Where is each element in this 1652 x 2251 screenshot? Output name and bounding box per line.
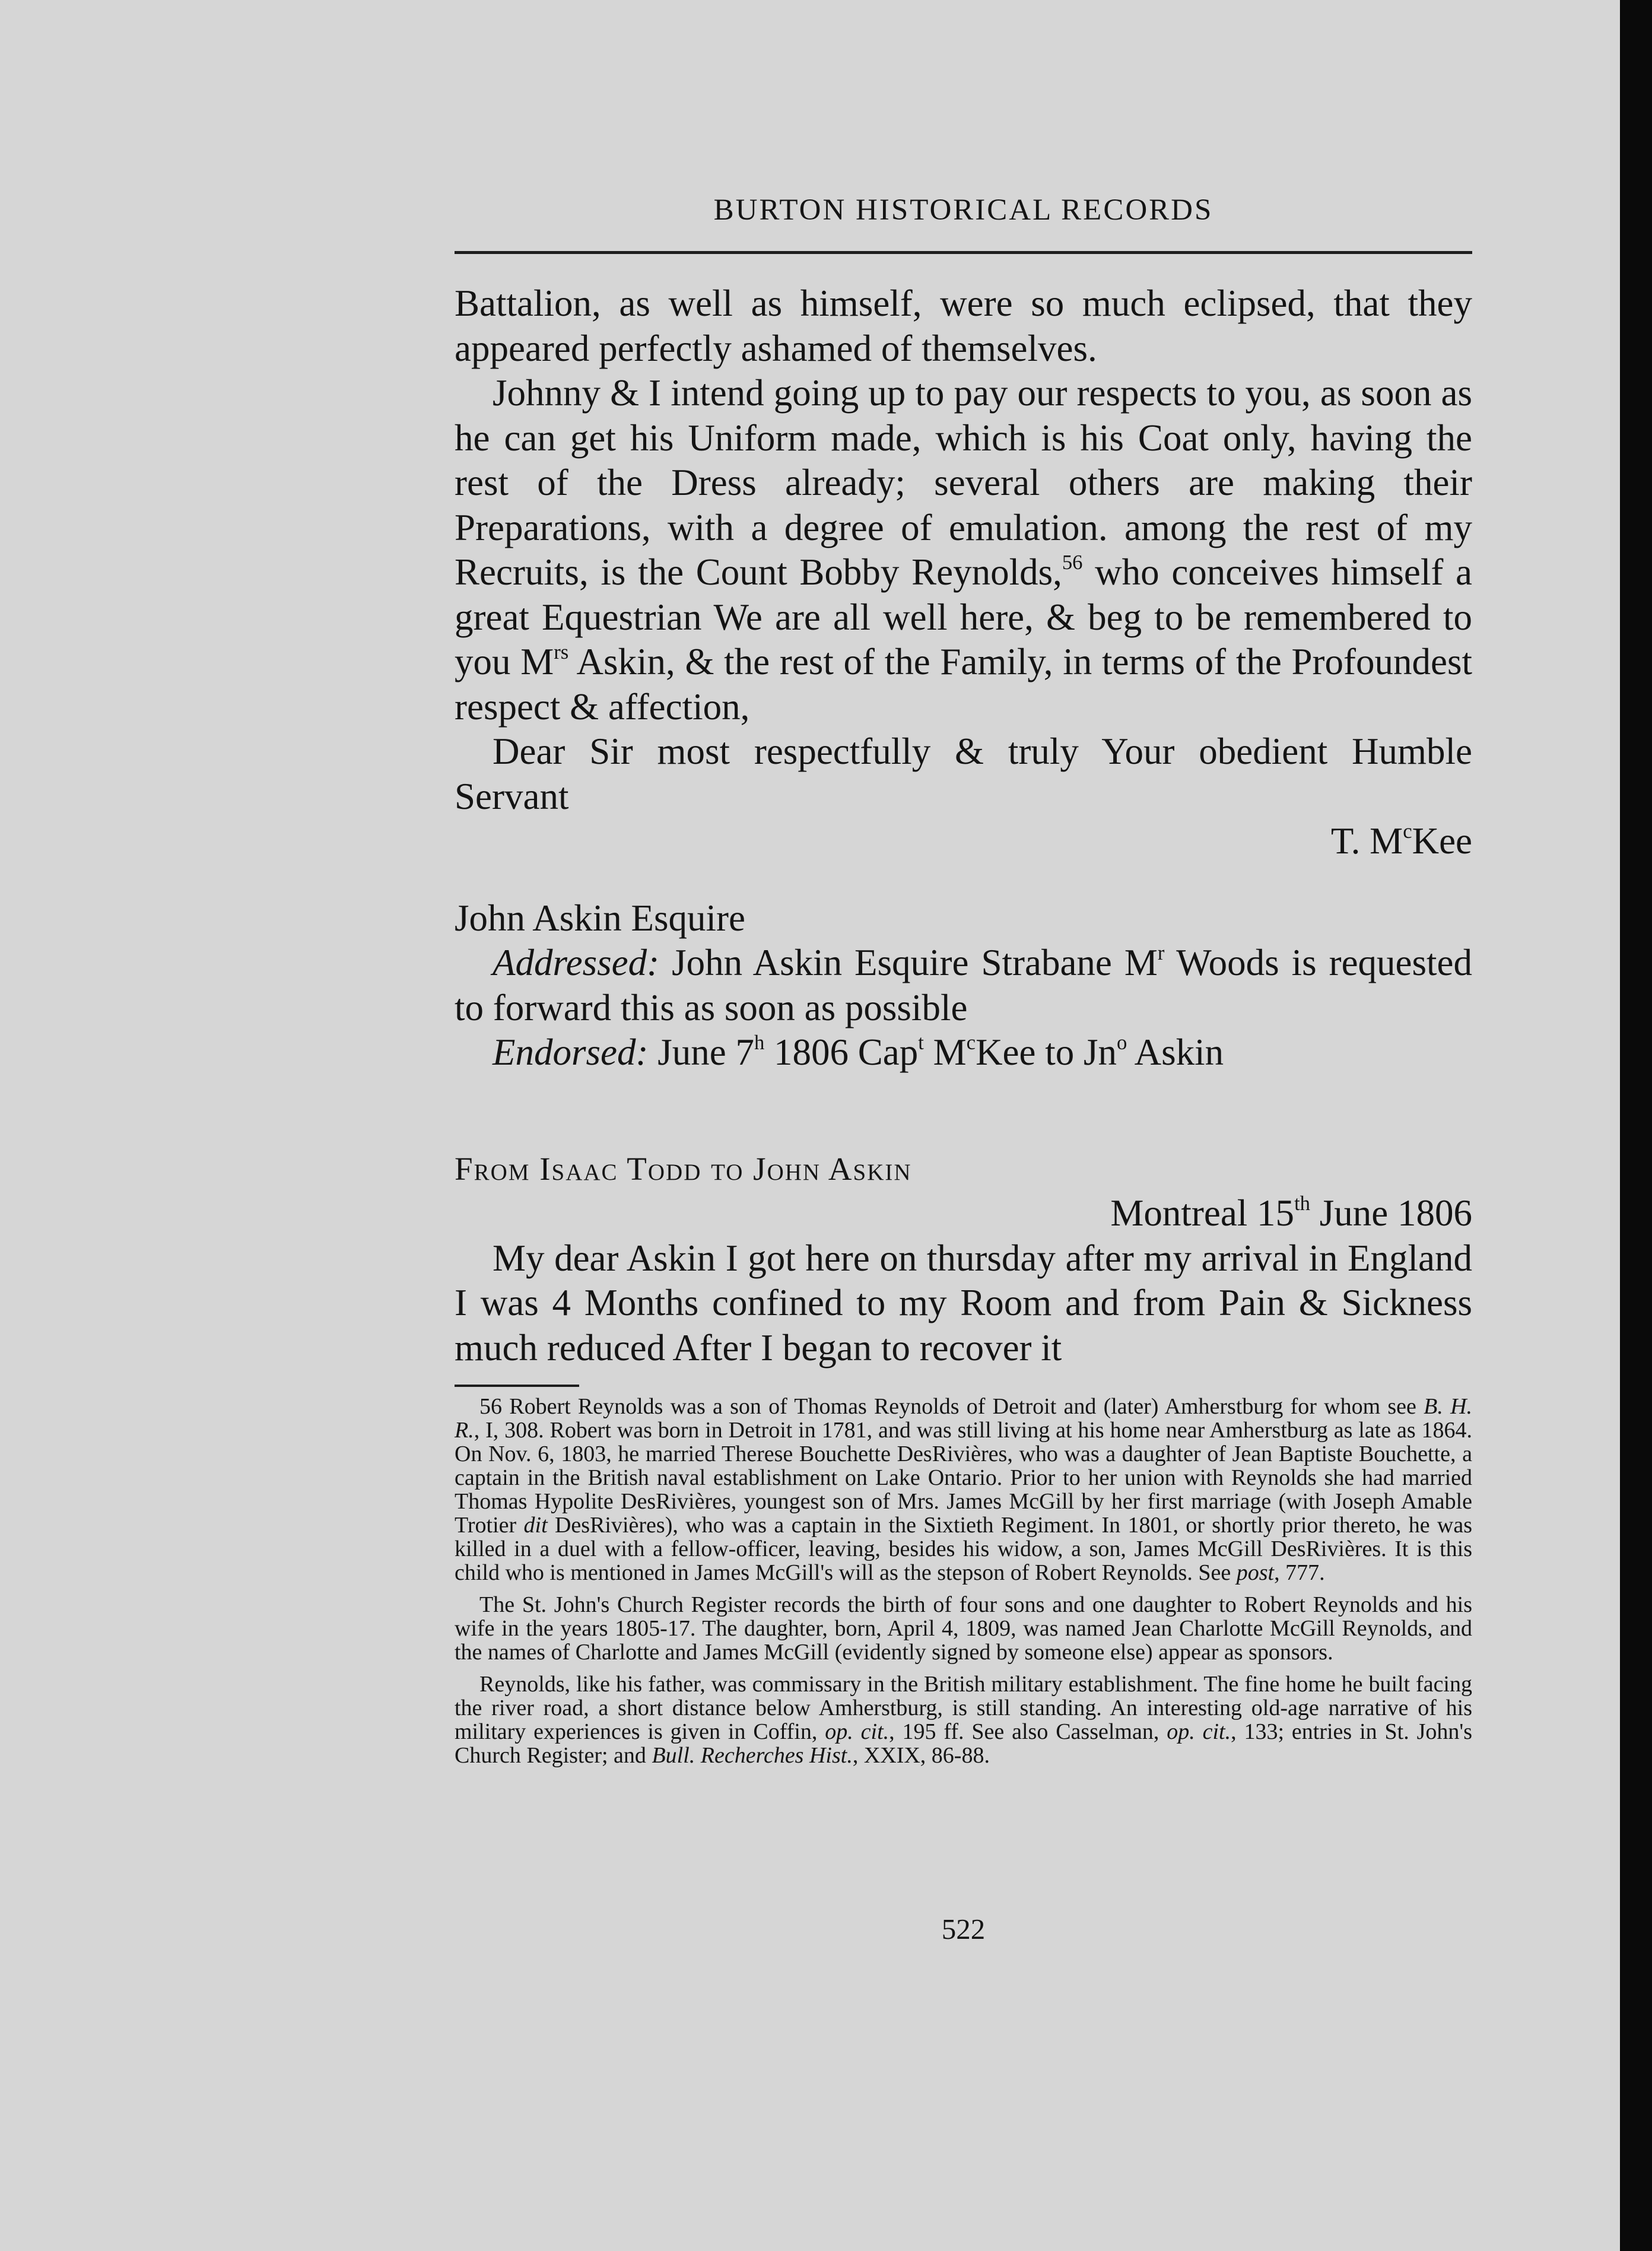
letter1-paragraph: Battalion, as well as himself, were so much eclipsed, that they appeared perfectly ashamed of themselves. xyxy=(455,282,1472,369)
letter2-paragraph: My dear Askin I got here on thursday after my arrival in England I was 4 Months confined to my Room and from Pain & Sickness much reduced After I began to recover it xyxy=(455,1237,1472,1369)
footnotes xyxy=(455,1395,1472,1776)
running-head: BURTON HISTORICAL RECORDS xyxy=(713,193,1213,227)
addressed-note: Addressed: John Askin Esquire Strabane $M^r$ Woods is requested to forward this as soon as possible xyxy=(455,942,1472,1028)
page-number: 522 xyxy=(941,1913,986,1945)
letter1-closing: Dear Sir most respectfully & truly Your obedient Humble Servant xyxy=(455,731,1472,817)
footnote-paragraph: The St. John's Church Register records the birth of four sons and one daughter to Robert Reynolds and his wife in the years 1805-17. The daughter, born, April 4, 1809, was named Jean Charlotte McGill Reynolds, and the names of Charlotte and James McGill (evidently signed by someone else) appear as sponsors. xyxy=(455,1592,1472,1665)
footnote-ref: 56 xyxy=(1062,551,1083,574)
letter2-heading: From Isaac Todd to John Askin xyxy=(455,1150,912,1187)
header-rule xyxy=(455,251,1472,254)
footnote-paragraph: Reynolds, like his father, was commissary in the British military establishment. The fine home he built facing the river road, a short distance below Amherstburg, is still standing. An interesting old-age narrative of his military experiences is given in Coffin, op. cit., 195 ff. See also Casselman, op. cit., 133; entries in St. John's Church Register; and Bull. Recherches Hist., XXIX, 86-88. xyxy=(455,1672,1472,1768)
recipient: John Askin Esquire xyxy=(455,897,746,939)
footnote-rule xyxy=(455,1385,579,1387)
signature: T. $M^cKee$ xyxy=(1330,820,1472,862)
letter2-dateline: Montreal 15th June 1806 xyxy=(1110,1192,1472,1234)
footnote-56: 56 Robert Reynolds was a son of Thomas Reynolds of Detroit and (later) Amherstburg for whom see B. H. R., I, 308. Robert was born in Detroit in 1781, and was still living at his home near Amherstburg as late as 1864. On Nov. 6, 1803, he married Therese Bouchette DesRivières, who was a daughter of Jean Baptiste Bouchette, a captain in the British naval establishment on Lake Ontario. Prior to her union with Reynolds she had married Thomas Hypolite DesRivières, youngest son of Mrs. James McGill by her first marriage (with Joseph Amable Trotier dit DesRivières), who was a captain in the Sixtieth Regiment. In 1801, or shortly prior thereto, he was killed in a duel with a fellow-officer, leaving, besides his widow, a son, James McGill DesRivières. It is this child who is mentioned in James McGill's will as the stepson of Robert Reynolds. See post, 777. xyxy=(455,1394,1473,1585)
letter-body xyxy=(455,281,1472,1370)
endorsed-note: Endorsed: June 7$^h$ 1806 Cap$^t$ $M^cKee$ to Jn$^o$ Askin xyxy=(493,1031,1224,1073)
letter1-paragraph: Johnny & I intend going up to pay our respects to you, as soon as he can get his Uniform made, which is his Coat only, having the rest of the Dress already; several others are making their Preparations, with a degree of emulation. among the rest of my Recruits, is the Count Bobby Reynolds,$^{56}$ who conceives himself a great Equestrian We are all well here, & beg to be remembered to you $M^{rs}$ Askin, & the rest of the Family, in terms of the Profoundest respect & affection, xyxy=(455,372,1472,728)
